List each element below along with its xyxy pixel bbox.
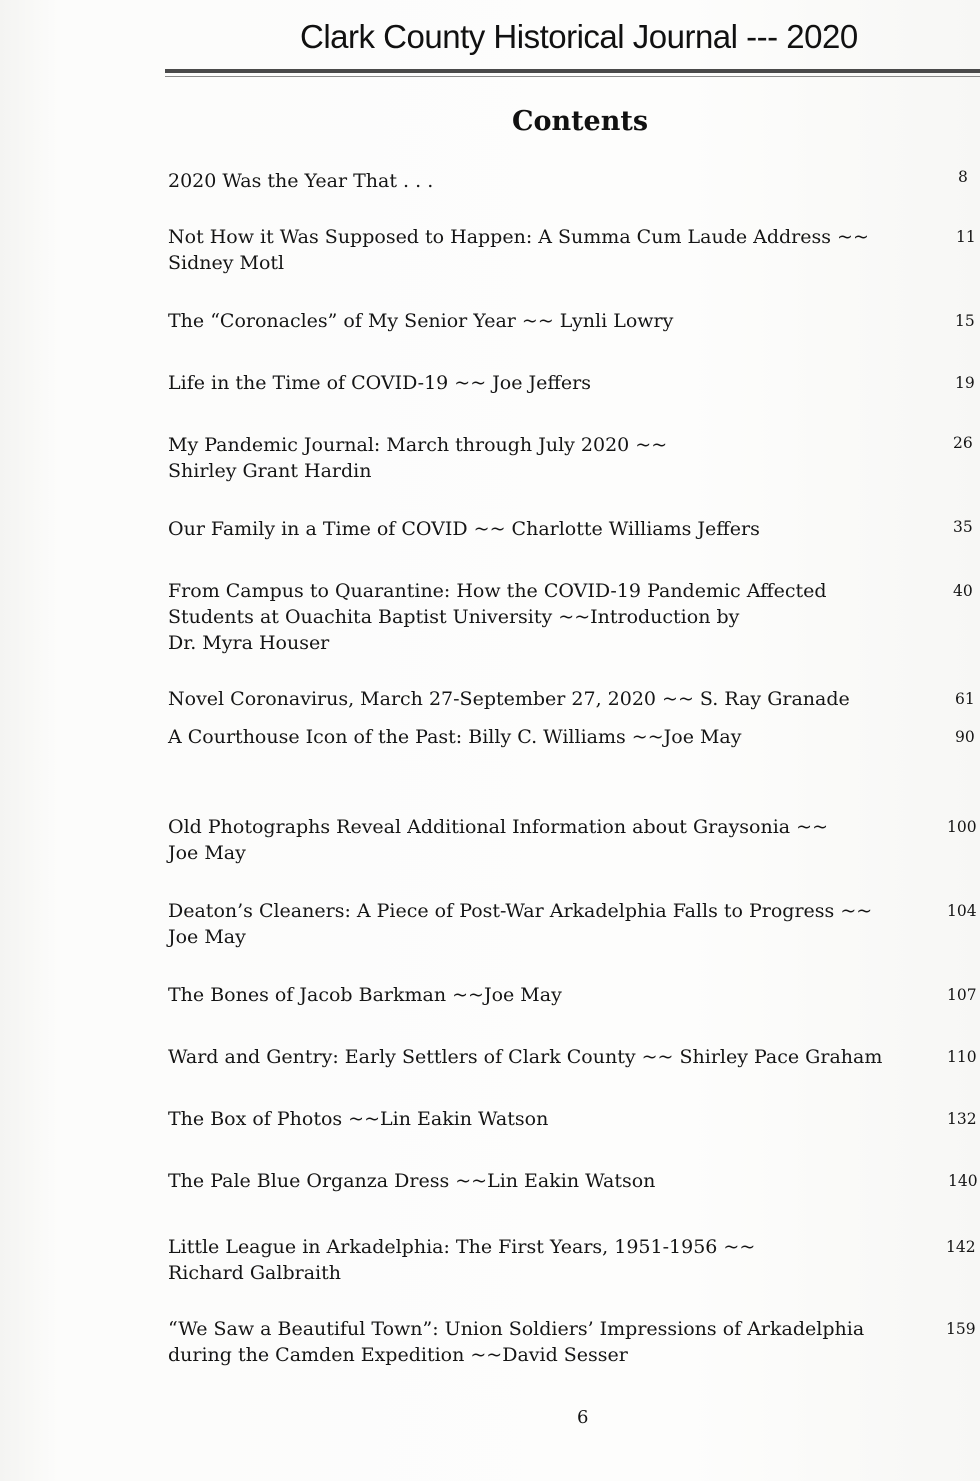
entry-page-number: 100 [947,818,977,836]
entry-page-number: 140 [948,1172,978,1190]
header-rule-thin [165,76,980,77]
contents-entry [168,168,928,194]
contents-entry [168,1044,928,1070]
entry-title-line: Dr. Myra Houser [168,632,330,654]
contents-entry [168,370,928,396]
entry-title-line: Not How it Was Supposed to Happen: A Summa Cum Laude Address ~~ [168,226,869,248]
page-number: 6 [577,1407,589,1428]
contents-entry [168,814,928,866]
entry-title-line: The Bones of Jacob Barkman ~~Joe May [168,984,562,1006]
contents-entry [168,578,928,656]
contents-entry [168,982,928,1008]
entry-page-number: 104 [947,902,977,920]
contents-entry [168,308,928,334]
entry-title-line: Deaton’s Cleaners: A Piece of Post-War Arkadelphia Falls to Progress ~~ [168,900,873,922]
entry-page-number: 26 [953,434,973,452]
entry-title-line: Sidney Motl [168,252,285,274]
entry-title-line: Richard Galbraith [168,1262,341,1284]
entry-page-number: 107 [947,986,977,1004]
entry-page-number: 35 [953,518,973,536]
entry-title-line: Our Family in a Time of COVID ~~ Charlotte Williams Jeffers [168,518,760,540]
entry-title-line: The “Coronacles” of My Senior Year ~~ Lynli Lowry [168,310,674,332]
entry-title-line: A Courthouse Icon of the Past: Billy C. Williams ~~Joe May [168,726,742,748]
entry-page-number: 40 [953,582,973,600]
entry-page-number: 19 [955,374,975,392]
entry-page-number: 15 [955,312,975,330]
contents-entry [168,898,928,950]
entry-page-number: 132 [947,1110,977,1128]
header-rule [165,69,980,73]
entry-page-number: 142 [946,1238,976,1256]
entry-title-line: Students at Ouachita Baptist University ~~Introduction by [168,606,740,628]
entry-page-number: 8 [958,168,968,186]
entry-title-line: Life in the Time of COVID-19 ~~ Joe Jeffers [168,372,591,394]
contents-heading: Contents [511,106,649,137]
entry-title-line: From Campus to Quarantine: How the COVID-19 Pandemic Affected [168,580,827,602]
entry-title-line: Shirley Grant Hardin [168,460,372,482]
contents-entry [168,432,928,484]
entry-page-number: 159 [946,1320,976,1338]
contents-entry [168,224,928,276]
entry-title-line: The Box of Photos ~~Lin Eakin Watson [168,1108,549,1130]
contents-entry [168,516,928,542]
contents-entry [168,686,928,712]
entry-page-number: 11 [956,228,976,246]
entry-page-number: 110 [947,1048,977,1066]
entry-title-line: Novel Coronavirus, March 27-September 27, 2020 ~~ S. Ray Granade [168,688,850,710]
contents-entry [168,1234,928,1286]
entry-title-line: Ward and Gentry: Early Settlers of Clark County ~~ Shirley Pace Graham [168,1046,883,1068]
entry-title-line: Old Photographs Reveal Additional Information about Graysonia ~~ [168,816,829,838]
entry-title-line: The Pale Blue Organza Dress ~~Lin Eakin Watson [168,1170,656,1192]
entry-page-number: 90 [955,728,975,746]
entry-title-line: Little League in Arkadelphia: The First Years, 1951-1956 ~~ [168,1236,756,1258]
journal-header-title: Clark County Historical Journal --- 2020 [300,18,858,55]
contents-entry [168,724,928,750]
entry-title-line: Joe May [168,842,246,864]
entry-title-line: during the Camden Expedition ~~David Sesser [168,1344,628,1366]
contents-entry [168,1316,928,1368]
contents-entry [168,1106,928,1132]
contents-entry [168,1168,928,1194]
entry-title-line: 2020 Was the Year That . . . [168,170,434,192]
entry-title-line: Joe May [168,926,246,948]
entry-title-line: My Pandemic Journal: March through July 2020 ~~ [168,434,668,456]
entry-page-number: 61 [955,690,975,708]
entry-title-line: “We Saw a Beautiful Town”: Union Soldiers’ Impressions of Arkadelphia [168,1318,865,1340]
